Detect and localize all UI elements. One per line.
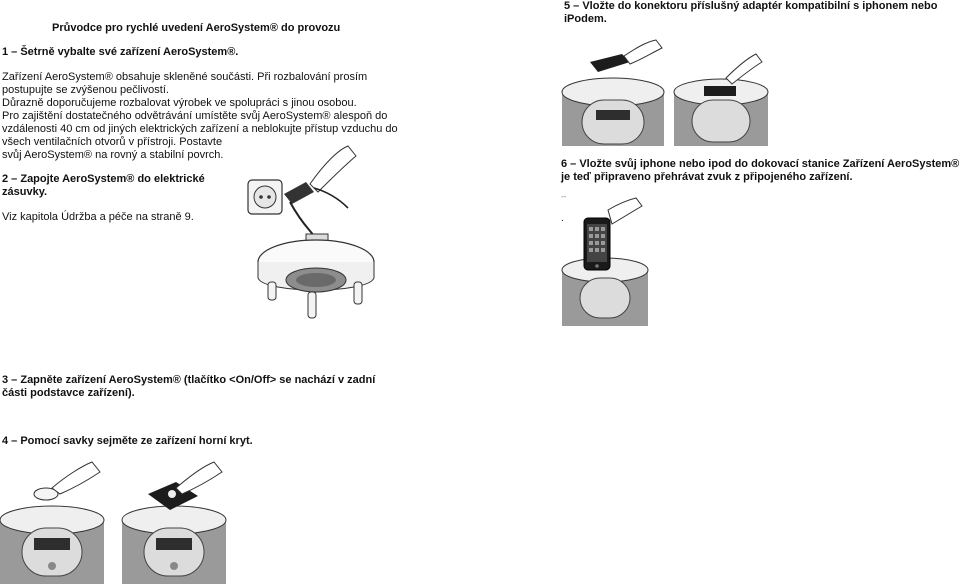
step5-heading-line: 5 – Vložte do konektoru příslušný adaptér kompatibilní s iphonem nebo	[564, 0, 938, 12]
step6-heading-line: 6 – Vložte svůj iphone nebo ipod do dokovací stanice Zařízení AeroSystem®	[561, 158, 960, 170]
step6-heading-line: je teď připraveno přehrávat zvuk z připojeného zařízení.	[561, 171, 853, 183]
step6-heading	[561, 158, 959, 184]
step1-p2-line: Pro zajištění dostatečného odvětrávání umístěte svůj AeroSystem® alespoň do	[2, 110, 388, 122]
step2-heading-line: zásuvky.	[2, 186, 48, 198]
step1-p2-line: vzdálenosti 40 cm od jiných elektrických zařízení a neblokujte přístup vzduchu do	[2, 123, 398, 135]
step1-p1-line: postupujte se zvýšenou pečlivostí.	[2, 84, 169, 96]
plug-illustration	[244, 144, 384, 324]
step1-paragraph-1	[2, 71, 402, 110]
cover-removal-illustration	[0, 458, 230, 584]
step2-note: Viz kapitola Údržba a péče na straně 9.	[2, 211, 194, 223]
step5-heading-line: iPodem.	[564, 13, 607, 25]
step1-p1-line: Zařízení AeroSystem® obsahuje skleněné součásti. Při rozbalování prosím	[2, 71, 368, 83]
step3-heading-line: části podstavce zařízení).	[2, 387, 135, 399]
step1-p2-line: svůj AeroSystem® na rovný a stabilní povrch.	[2, 149, 224, 161]
iphone-dock-illustration	[560, 196, 650, 326]
step5-heading	[564, 0, 937, 26]
step1-p1-line: Důrazně doporučujeme rozbalovat výrobek ve spolupráci s jinou osobou.	[2, 97, 357, 109]
step3-heading-line: 3 – Zapněte zařízení AeroSystem® (tlačítko <On/Off> se nachází v zadní	[2, 374, 376, 386]
step1-heading: 1 – Šetrně vybalte své zařízení AeroSystem®.	[2, 46, 239, 58]
step2-heading-line: 2 – Zapojte AeroSystem® do elektrické	[2, 173, 205, 185]
step6-dash-mark: --	[561, 192, 567, 201]
step1-p2-line: všech ventilačních otvorů v přístroji. Postavte	[2, 136, 223, 148]
step6-dot-mark: .	[561, 213, 564, 224]
adapter-illustration	[560, 38, 770, 146]
step4-heading: 4 – Pomocí savky sejměte ze zařízení horní kryt.	[2, 435, 253, 447]
step2-heading	[2, 173, 205, 199]
step3-heading	[2, 374, 375, 400]
page-title: Průvodce pro rychlé uvedení AeroSystem® do provozu	[52, 22, 341, 34]
